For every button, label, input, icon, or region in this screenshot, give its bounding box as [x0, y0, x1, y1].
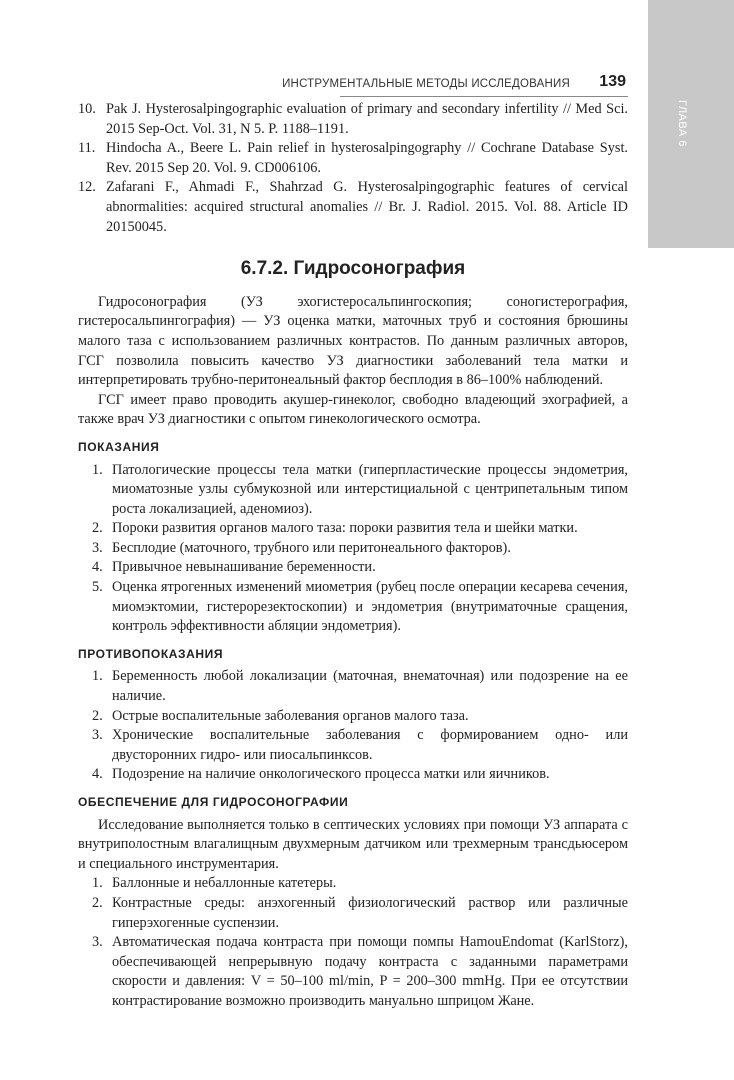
reference-item: [78, 178, 628, 237]
item-text: Привычное невынашивание беременности.: [112, 559, 376, 576]
list-item: [78, 578, 628, 637]
list-item: [78, 726, 628, 765]
item-text: Патологические процессы тела матки (гиперпластические процессы эндометрия, миоматозные узлы субмукозной или интерстициальной с центрипетальным типом роста локализацией, аденомиоз).: [112, 461, 628, 517]
intro-paragraph: ГСГ имеет право проводить акушер-гинеколог, свободно владеющий эхографией, а также врач УЗ диагностики с опытом гинекологического осмотра.: [78, 391, 628, 428]
intro-paragraph: Гидросонография (УЗ эхогистеросальпингоскопия; соногистерография, гистеросальпингография) — УЗ оценка матки, маточных труб и состояния брюшины малого таза с использованием различных контрастов. По данным различных авторов, ГСГ позволила повысить качество УЗ диагностики заболеваний тела матки и интерпретировать трубно-перитонеальный фактор бесплодия в 86–100% наблюдений.: [78, 293, 628, 389]
reference-text: Hindocha A., Beere L. Pain relief in hysterosalpingography // Cochrane Database Syst. Rev. 2015 Sep 20. Vol. 9. CD006106.: [106, 140, 628, 176]
item-text: Контрастные среды: анэхогенный физиологический раствор или различные гиперэхогенные суспензии.: [112, 894, 628, 931]
item-number: 3.: [92, 539, 103, 556]
reference-item: [78, 139, 628, 178]
contraindications-heading: ПРОТИВОПОКАЗАНИЯ: [78, 646, 224, 661]
page-number: 139: [599, 73, 626, 90]
list-item: [78, 539, 628, 559]
provision-list: [78, 874, 628, 1011]
reference-number: 12.: [78, 179, 96, 196]
list-item: [78, 765, 628, 785]
item-text: Баллонные и небаллонные катетеры.: [112, 875, 337, 892]
section-title: 6.7.2. Гидросонография: [240, 258, 466, 280]
provision-heading: ОБЕСПЕЧЕНИЕ ДЛЯ ГИДРОСОНОГРАФИИ: [78, 795, 349, 809]
running-title: ИНСТРУМЕНТАЛЬНЫЕ МЕТОДЫ ИССЛЕДОВАНИЯ: [282, 78, 570, 90]
chapter-side-tab: [648, 0, 734, 248]
reference-item: [78, 100, 628, 139]
item-number: 1.: [92, 668, 103, 685]
reference-text: Zafarani F., Ahmadi F., Shahrzad G. Hysterosalpingographic features of cervical abnormalities: acquired structural anomalies // Br. J. Radiol. 2015. Vol. 88. Article ID 20150045.: [106, 179, 628, 235]
item-number: 2.: [92, 894, 103, 911]
item-text: Бесплодие (маточного, трубного или перитонеального факторов).: [112, 539, 511, 556]
item-number: 4.: [92, 766, 103, 783]
item-number: 2.: [92, 520, 103, 537]
indications-heading: ПОКАЗАНИЯ: [78, 439, 160, 454]
page-content: [78, 100, 628, 1012]
item-number: 3.: [92, 727, 103, 744]
item-number: 3.: [92, 934, 103, 951]
contraindications-list: [78, 667, 628, 785]
reference-number: 10.: [78, 101, 96, 117]
item-text: Автоматическая подача контраста при помощи помпы HamouEndomat (KarlStorz), обеспечивающей непрерывную подачу контраста с заданными параметрами скорости и давления: V = 50–100 ml/min, P = 200–300 mmHg. При ее отсутствии контрастирование возможно производить мануально шприцом Жане.: [112, 934, 628, 1009]
provision-paragraph: Исследование выполняется только в септических условиях при помощи УЗ аппарата с внутриполостным влагалищным двухмерным датчиком или трехмерным трансдьюсером и специального инструментария.: [78, 816, 628, 872]
item-text: Пороки развития органов малого таза: пороки развития тела и шейки матки.: [112, 520, 578, 537]
list-item: [78, 461, 628, 520]
item-text: Подозрение на наличие онкологического процесса матки или яичников.: [112, 766, 550, 783]
item-number: 1.: [92, 875, 103, 892]
list-item: [78, 933, 628, 1011]
item-text: Оценка ятрогенных изменений миометрия (рубец после операции кесарева сечения, миомэктомии, гистерорезектоскопии) и эндометрия (внутриматочные сращения, контроль эффективности абляции эндометрия).: [112, 579, 628, 635]
item-text: Беременность любой локализации (маточная, внематочная) или подозрение на ее наличие.: [112, 668, 628, 705]
reference-number: 11.: [78, 140, 96, 157]
reference-text: Pak J. Hysterosalpingographic evaluation of primary and secondary infertility // Med Sci. 2015 Sep-Oct. Vol. 31, N 5. P. 1188–1191.: [106, 101, 628, 137]
item-number: 1.: [92, 461, 103, 478]
list-item: [78, 874, 628, 894]
indications-list: [78, 461, 628, 637]
chapter-label: ГЛАВА 6: [676, 100, 688, 147]
item-number: 5.: [92, 579, 103, 596]
header-rule: [340, 96, 628, 97]
list-item: [78, 894, 628, 933]
list-item: [78, 707, 628, 727]
reference-list: [78, 100, 628, 237]
item-number: 2.: [92, 707, 103, 724]
item-text: Острые воспалительные заболевания органов малого таза.: [112, 707, 469, 724]
running-header: [282, 73, 630, 96]
list-item: [78, 558, 628, 578]
list-item: [78, 519, 628, 539]
item-text: Хронические воспалительные заболевания с формированием одно- или двусторонних гидро- или пиосальпинксов.: [112, 727, 628, 763]
item-number: 4.: [92, 559, 103, 576]
list-item: [78, 667, 628, 706]
